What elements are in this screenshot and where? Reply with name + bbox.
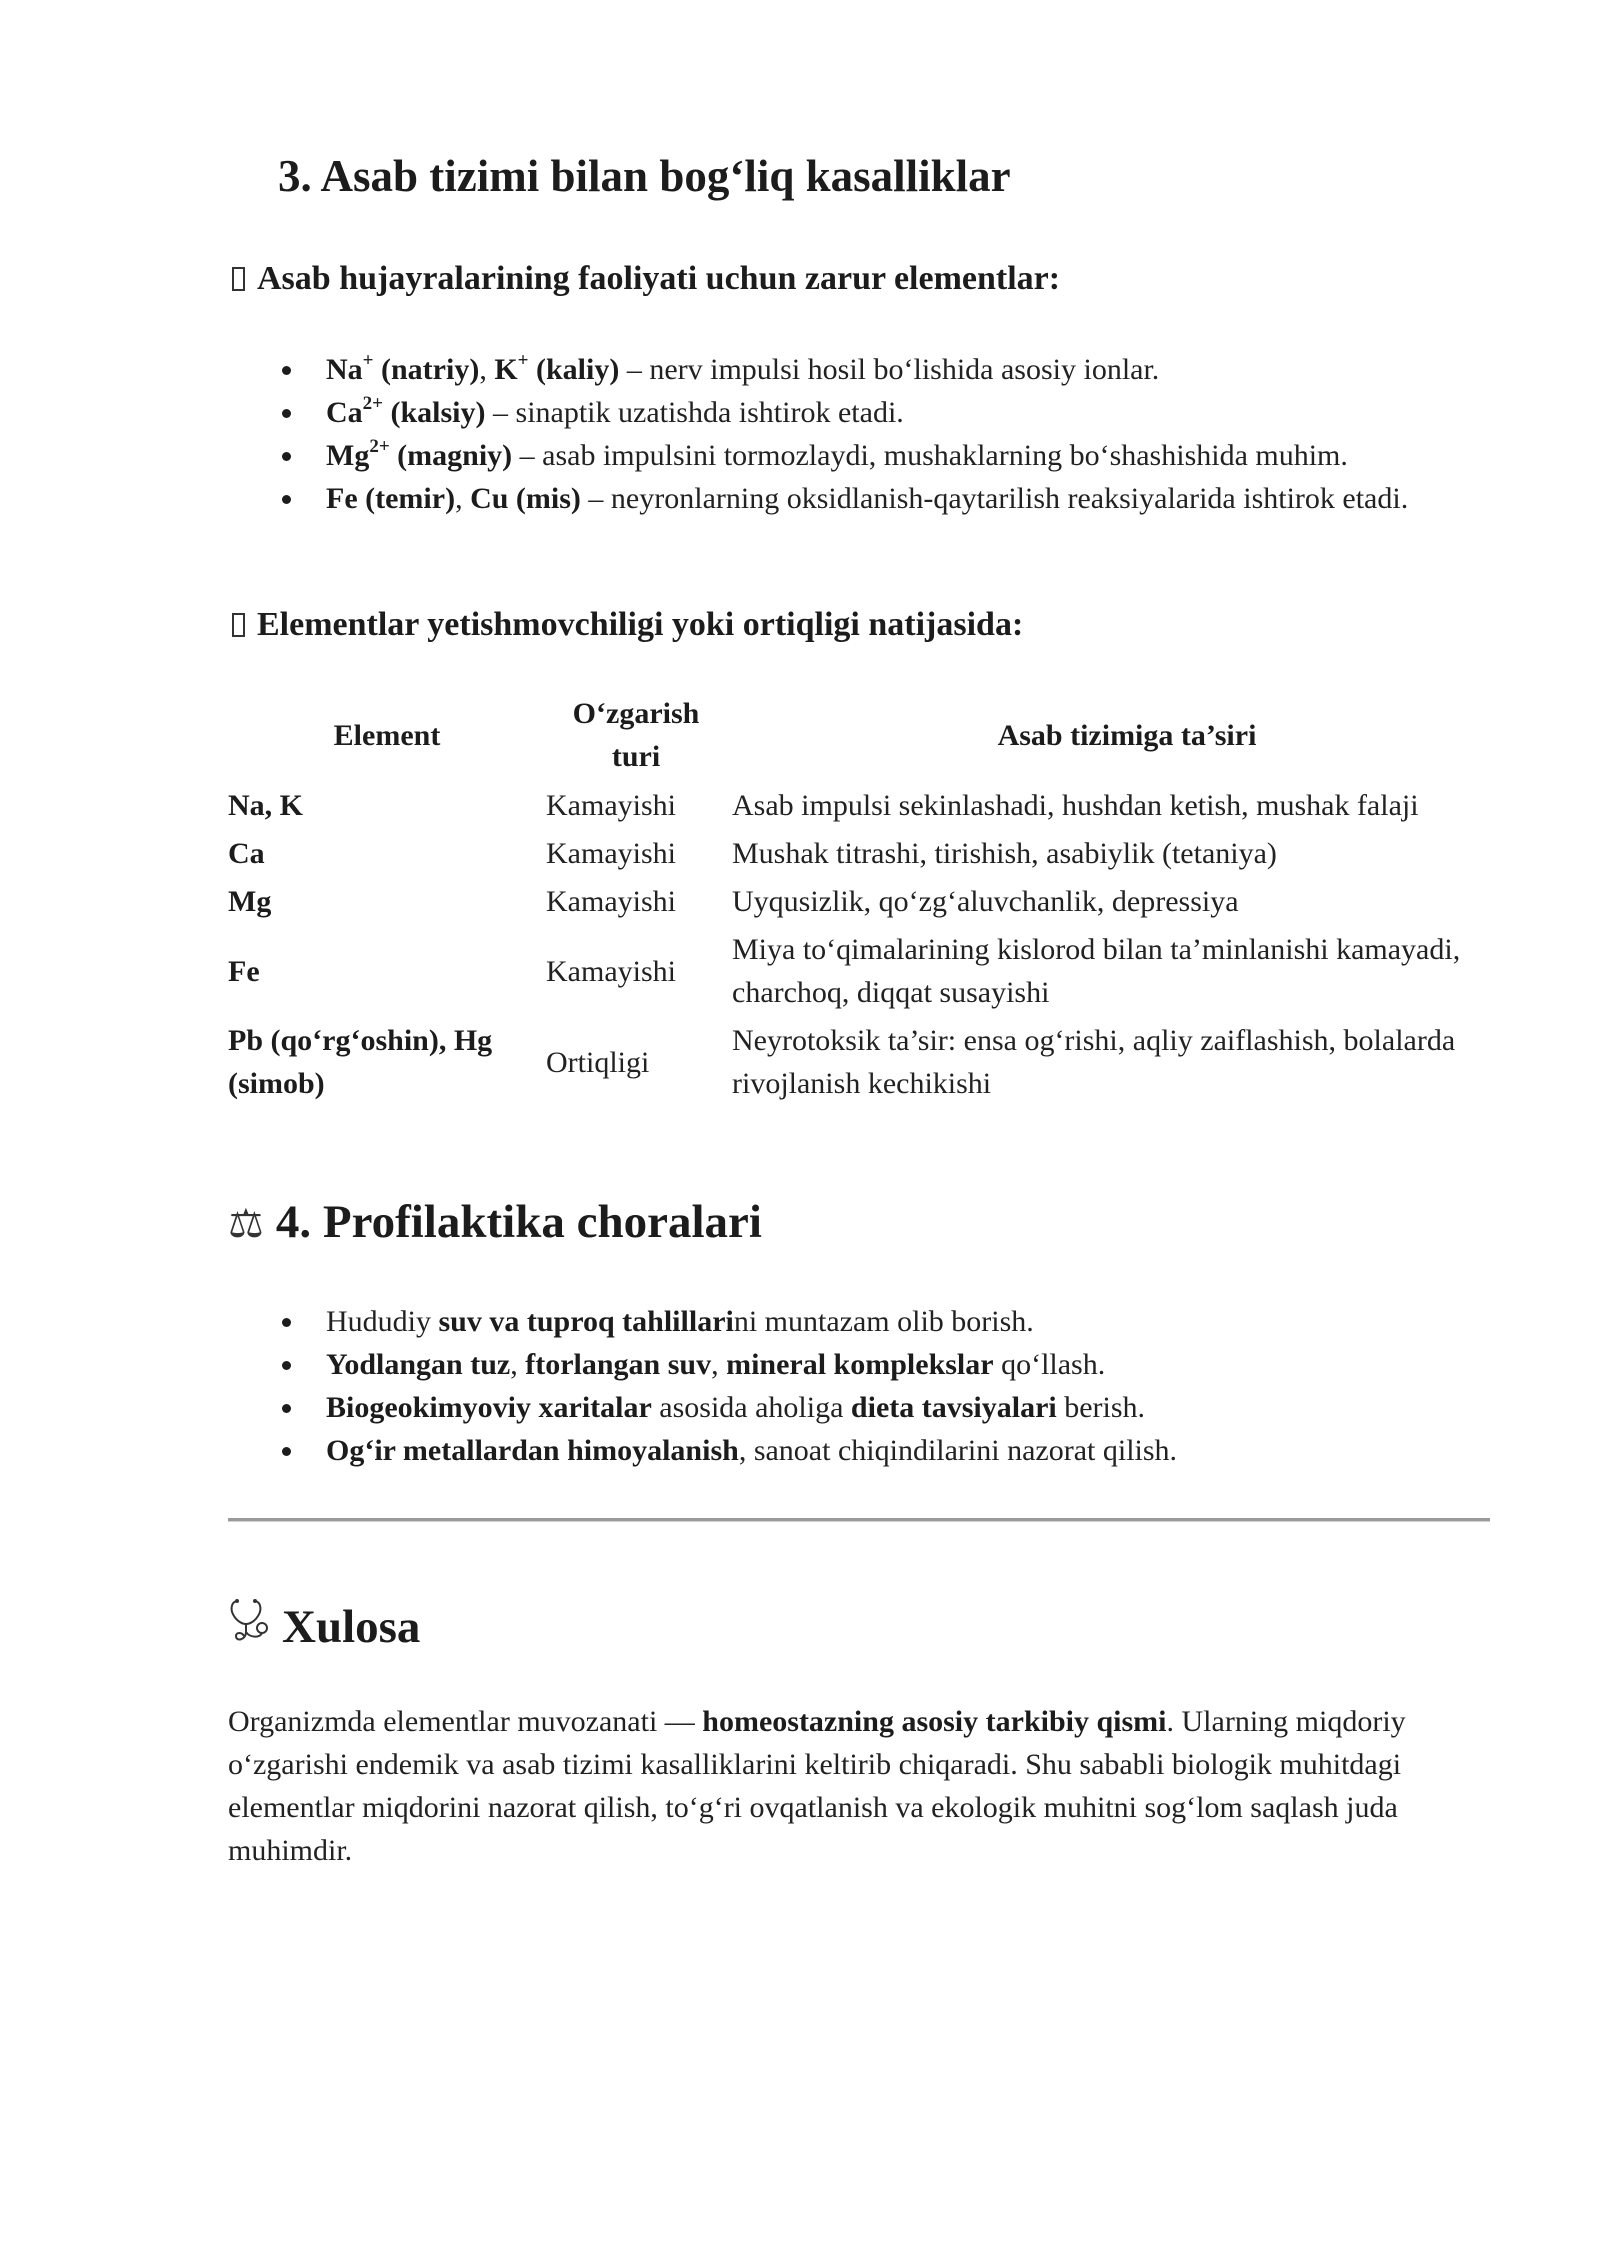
subheading-text: Asab hujayralarining faoliyati uchun zarur elementlar: xyxy=(257,260,1061,297)
prevention-list xyxy=(326,1300,1506,1472)
section-4-title-text: 4. Profilaktika choralari xyxy=(275,1196,762,1248)
table-row xyxy=(228,878,1528,926)
list-item: Yodlangan tuz, ftorlangan suv, mineral komplekslar qo‘llash. xyxy=(326,1343,1506,1386)
subheading-essential-elements xyxy=(232,260,1060,298)
cell-effect: Mushak titrashi, tirishish, asabiylik (tetaniya) xyxy=(732,837,1277,870)
table-row xyxy=(228,830,1528,878)
subheading-deficiency-excess xyxy=(232,606,1023,644)
list-item: Fe (temir), Cu (mis) – neyronlarning oksidlanish-qaytarilish reaksiyalarida ishtirok etadi. xyxy=(326,477,1506,520)
section-3-title: 3. Asab tizimi bilan bog‘liq kasalliklar xyxy=(278,151,1011,201)
essential-elements-list xyxy=(326,348,1506,520)
list-item: $Mg^{2+}$ (magniy) – asab impulsini tormozlaydi, mushaklarning bo‘shashishida muhim. xyxy=(326,434,1506,477)
cell-element: Ca xyxy=(228,837,265,870)
cell-change-type: Kamayishi xyxy=(546,789,676,822)
subheading-text: Elementlar yetishmovchiligi yoki ortiqligi natijasida: xyxy=(257,606,1024,643)
missing-glyph-icon xyxy=(232,613,245,637)
scales-icon: ⚖ xyxy=(228,1201,264,1246)
list-item: Na+ (natriy), K+ (kaliy) – nerv impulsi hosil bo‘lishida asosiy ionlar. xyxy=(326,348,1506,391)
table-header-row xyxy=(228,692,1528,782)
list-item: Biogeokimyoviy xaritalar asosida aholiga dieta tavsiyalari berish. xyxy=(326,1386,1506,1429)
cell-effect: Uyqusizlik, qo‘zg‘aluvchanlik, depressiya xyxy=(732,885,1239,918)
header-change-type: O‘zgarish turi xyxy=(572,697,700,773)
cell-element: Mg xyxy=(228,885,272,918)
conclusion-title-text: Xulosa xyxy=(282,1601,421,1653)
table-row xyxy=(228,1017,1528,1108)
cell-element: Na, K xyxy=(228,789,303,822)
missing-glyph-icon xyxy=(232,267,245,291)
list-item: Hududiy suv va tuproq tahlillarini muntazam olib borish. xyxy=(326,1300,1506,1343)
section-4-title xyxy=(228,1195,762,1249)
table-row xyxy=(228,926,1528,1017)
list-item: $Ca^{2+}$ (kalsiy) – sinaptik uzatishda ishtirok etadi. xyxy=(326,391,1506,434)
cell-element: Pb (qo‘rg‘oshin), Hg (simob) xyxy=(228,1024,493,1100)
conclusion-paragraph: Organizmda elementlar muvozanati — homeostazning asosiy tarkibiy qismi. Ularning miqdoriy o‘zgarishi endemik va asab tizimi kasalliklarini keltirib chiqaradi. Shu sababli biologik muhitdagi elementlar miqdorini nazorat qilish, to‘g‘ri ovqatlanish va ekologik muhitni sog‘lom saqlash juda muhimdir. xyxy=(228,1705,1406,1867)
header-effect: Asab tizimiga ta’siri xyxy=(997,718,1257,752)
list-item: Og‘ir metallardan himoyalanish, sanoat chiqindilarini nazorat qilish. xyxy=(326,1429,1506,1472)
elements-effects-table xyxy=(228,692,1528,1108)
cell-change-type: Kamayishi xyxy=(546,954,676,988)
header-element: Element xyxy=(333,718,441,752)
cell-element: Fe xyxy=(228,954,260,988)
cell-effect: Neyrotoksik ta’sir: ensa og‘rishi, aqliy zaiflashish, bolalarda rivojlanish kechikishi xyxy=(732,1024,1456,1100)
cell-change-type: Kamayishi xyxy=(546,837,676,870)
table-row xyxy=(228,782,1528,830)
stethoscope-icon xyxy=(228,1598,270,1656)
cell-change-type: Kamayishi xyxy=(546,885,676,918)
horizontal-divider xyxy=(228,1518,1490,1522)
cell-effect: Miya to‘qimalarining kislorod bilan ta’minlanishi kamayadi, charchoq, diqqat susayishi xyxy=(732,933,1461,1009)
cell-effect: Asab impulsi sekinlashadi, hushdan ketish, mushak falaji xyxy=(732,789,1419,822)
conclusion-title xyxy=(228,1598,420,1656)
cell-change-type: Ortiqligi xyxy=(546,1045,650,1079)
